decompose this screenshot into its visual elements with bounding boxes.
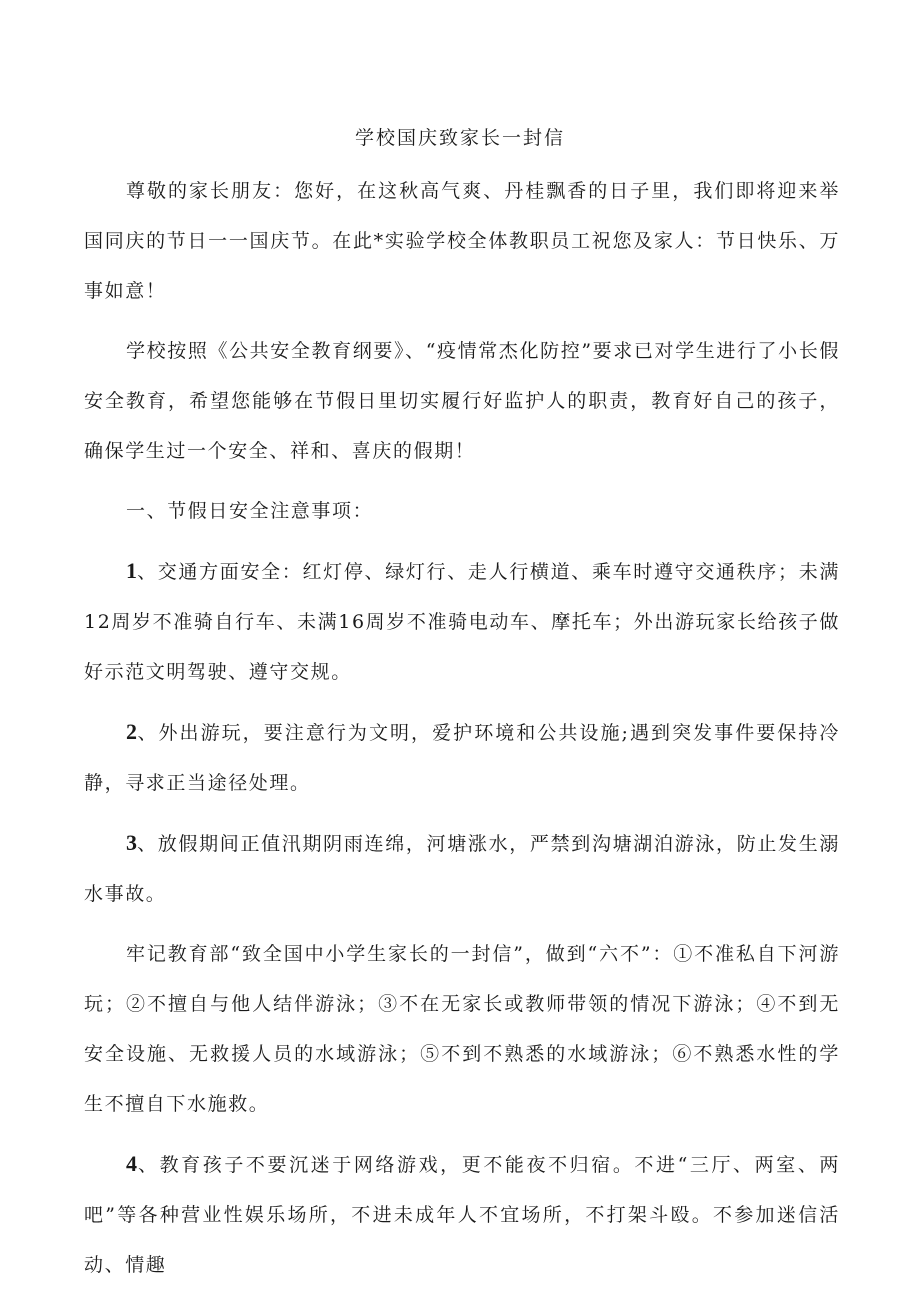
- list-item-number: 1: [126, 558, 137, 583]
- paragraph-greeting: [84, 166, 840, 316]
- paragraph-text: 牢记教育部“致全国中小学生家长的一封信”，做到“六不”：①不准私自下河游玩；②不擅自与他人结伴游泳；③不在无家长或教师带领的情况下游泳；④不到无安全设施、无救援人员的水域游泳；⑤不到不熟悉的水域游泳；⑥不熟悉水性的学生不擅自下水施救。: [84, 943, 840, 1115]
- paragraph-text: 、放假期间正值汛期阴雨连绵，河塘涨水，严禁到沟塘湖泊游泳，防止发生溺水事故。: [84, 833, 840, 905]
- document-body: [84, 166, 840, 1300]
- list-item-internet-games: [84, 1139, 840, 1290]
- paragraph-text: 、交通方面安全：红灯停、绿灯行、走人行横道、乘车时遵守交通秩序；未满12周岁不准骑自行车、未满16周岁不准骑电动车、摩托车；外出游玩家长给孩子做好示范文明驾驶、遵守交规。: [84, 561, 840, 683]
- paragraph-text: 学校按照《公共安全教育纲要》、“疫情常杰化防控”要求已对学生进行了小长假安全教育，希望您能够在节假日里切实履行好监护人的职责，教育好自己的孩子，确保学生过一个安全、祥和、喜庆的假期！: [84, 340, 840, 462]
- list-item-number: 4: [126, 1151, 137, 1176]
- paragraph-text: 、外出游玩，要注意行为文明，爱护环境和公共设施;遇到突发事件要保持冷静，寻求正当途径处理。: [84, 722, 840, 794]
- list-item-outing-conduct: [84, 707, 840, 808]
- paragraph-text: 、教育孩子不要沉迷于网络游戏，更不能夜不归宿。不进“三厅、两室、两吧”等各种营业性娱乐场所，不进未成年人不宜场所，不打架斗殴。不参加迷信活动、情趣: [84, 1154, 840, 1276]
- list-item-number: 3: [126, 830, 137, 855]
- section-heading-holiday-safety: [84, 486, 840, 536]
- paragraph-text: 尊敬的家长朋友：您好，在这秋高气爽、丹桂飘香的日子里，我们即将迎来举国同庆的节日一一国庆节。在此*实验学校全体教职员工祝您及家人：节日快乐、万事如意！: [84, 180, 840, 302]
- paragraph-text: 一、节假日安全注意事项：: [126, 500, 374, 522]
- document-title: 学校国庆致家长一封信: [354, 127, 565, 149]
- list-item-drowning-prevention: [84, 818, 840, 919]
- paragraph-safety-education: [84, 326, 840, 476]
- list-item-number: 2: [126, 719, 137, 744]
- paragraph-six-rules: [84, 929, 840, 1129]
- list-item-traffic-safety: [84, 546, 840, 697]
